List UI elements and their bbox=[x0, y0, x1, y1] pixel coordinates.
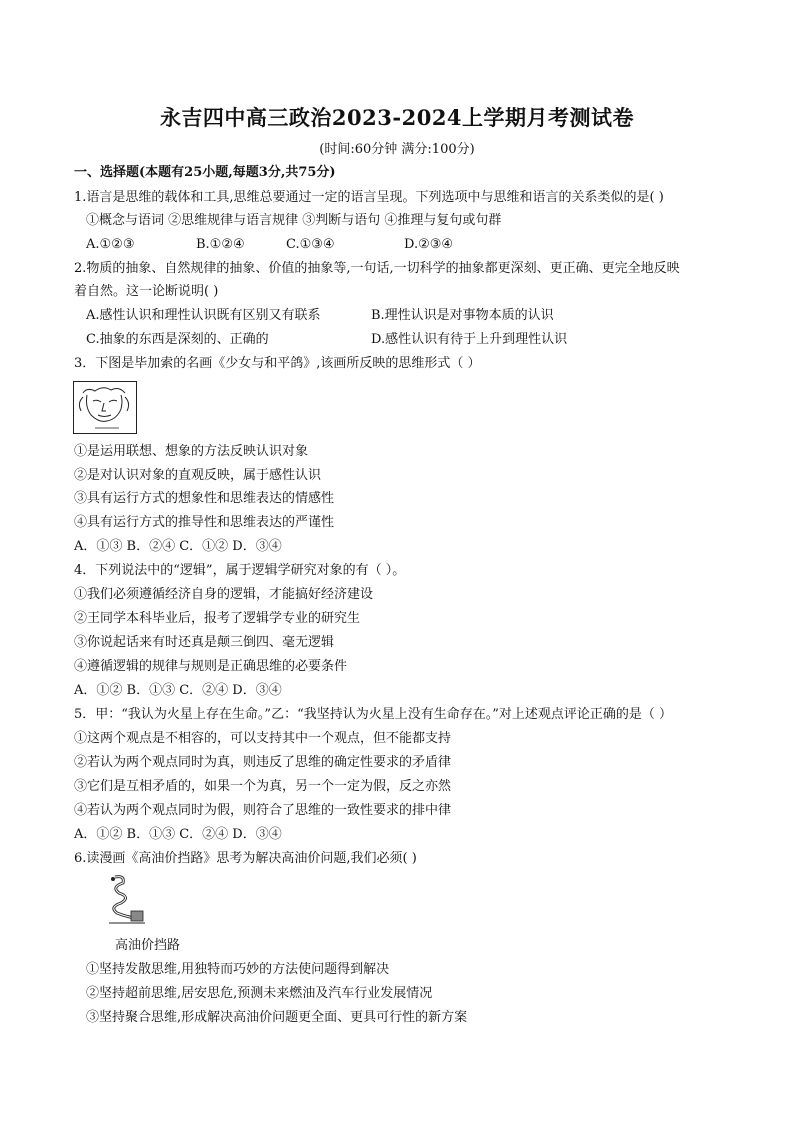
q3-option-2: ②是对认识对象的直观反映，属于感性认识 bbox=[74, 468, 322, 483]
q2-option-c: C.抽象的东西是深刻的、正确的 bbox=[86, 332, 269, 347]
q4-option-1: ①我们必须遵循经济自身的逻辑，才能搞好经济建设 bbox=[74, 587, 374, 602]
exam-title: 永吉四中高三政治2023-2024上学期月考测试卷 bbox=[159, 105, 635, 130]
q1-option-a: A.①②③ bbox=[86, 237, 135, 252]
q6-stem: 6.读漫画《高油价挡路》思考为解决高油价问题,我们必须( ) bbox=[74, 851, 417, 866]
q2-option-d: D.感性认识有待于上升到理性认识 bbox=[371, 332, 568, 347]
q6-option-3: ③坚持聚合思维,形成解决高油价问题更全面、更具可行性的新方案 bbox=[86, 1010, 468, 1025]
q1-option-d: D.②③④ bbox=[404, 237, 454, 252]
q4-option-3: ③你说起话来有时还真是颠三倒四、毫无逻辑 bbox=[74, 635, 335, 650]
q5-answers: A．①② B．①③ C．②④ D．③④ bbox=[74, 827, 282, 842]
q1-items: ①概念与语词 ②思维规律与语言规律 ③判断与语句 ④推理与复句或句群 bbox=[86, 213, 502, 228]
q5-option-1: ①这两个观点是不相容的，可以支持其中一个观点，但不能都支持 bbox=[74, 731, 452, 746]
q3-stem: 3．下图是毕加索的名画《少女与和平鸽》,该画所反映的思维形式（ ） bbox=[74, 356, 481, 371]
exam-subtitle: (时间:60分钟 满分:100分) bbox=[319, 142, 475, 157]
q1-option-b: B.①②④ bbox=[196, 237, 245, 252]
q6-cartoon-caption: 高油价挡路 bbox=[115, 938, 181, 953]
q2-stem-line2: 着自然。这一论断说明( ) bbox=[74, 284, 219, 299]
q2-option-b: B.理性认识是对事物本质的认识 bbox=[371, 308, 554, 323]
q4-answers: A．①② B．①③ C．②④ D．③④ bbox=[74, 683, 282, 698]
q6-option-2: ②坚持超前思维,居安思危,预测未来燃油及汽车行业发展情况 bbox=[86, 986, 433, 1001]
q5-option-4: ④若认为两个观点同时为假，则符合了思维的一致性要求的排中律 bbox=[74, 803, 452, 818]
q1-option-c: C.①③④ bbox=[286, 237, 335, 252]
picasso-painting-image bbox=[73, 381, 137, 434]
q2-stem-line1: 2.物质的抽象、自然规律的抽象、价值的抽象等,一句话,一切科学的抽象都更深刻、更正确、更完全地反映 bbox=[74, 261, 680, 276]
q4-option-4: ④遵循逻辑的规律与规则是正确思维的必要条件 bbox=[74, 659, 348, 674]
q4-option-2: ②王同学本科毕业后，报考了逻辑学专业的研究生 bbox=[74, 611, 361, 626]
q6-option-1: ①坚持发散思维,用独特而巧妙的方法使问题得到解决 bbox=[86, 962, 390, 977]
q5-stem: 5．甲：“我认为火星上存在生命。”乙：“我坚持认为火星上没有生命存在。”对上述观点评论正确的是（ ） bbox=[74, 707, 672, 722]
q5-option-2: ②若认为两个观点同时为真，则违反了思维的确定性要求的矛盾律 bbox=[74, 755, 452, 770]
q3-option-1: ①是运用联想、想象的方法反映认识对象 bbox=[74, 444, 309, 459]
q2-option-a: A.感性认识和理性认识既有区别又有联系 bbox=[86, 308, 321, 323]
q3-answers: A．①③ B．②④ C．①② D．③④ bbox=[74, 539, 282, 554]
oil-price-cartoon-image bbox=[101, 873, 147, 927]
q5-option-3: ③它们是互相矛盾的，如果一个为真，另一个一定为假，反之亦然 bbox=[74, 779, 452, 794]
section-heading: 一、选择题(本题有25小题,每题3分,共75分) bbox=[74, 165, 336, 180]
q3-option-4: ④具有运行方式的推导性和思维表达的严谨性 bbox=[74, 515, 335, 530]
q4-stem: 4．下列说法中的“逻辑”，属于逻辑学研究对象的有（ ）。 bbox=[74, 563, 406, 578]
q3-option-3: ③具有运行方式的想象性和思维表达的情感性 bbox=[74, 491, 335, 506]
q1-stem: 1.语言是思维的载体和工具,思维总要通过一定的语言呈现。下列选项中与思维和语言的关系类似的是( ) bbox=[74, 190, 664, 205]
